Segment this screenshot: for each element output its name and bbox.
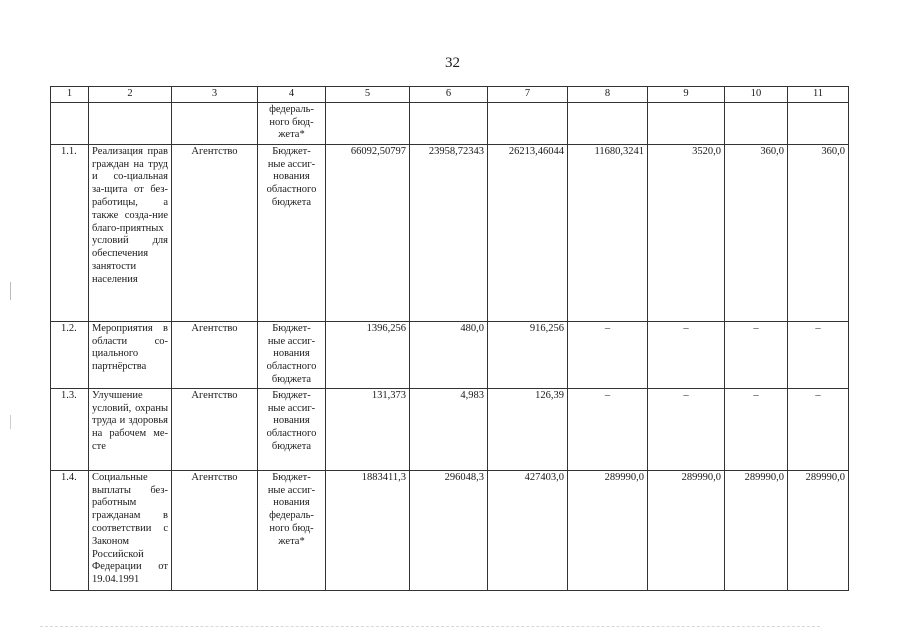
table-row: [51, 321, 849, 388]
value-cell: 131,373: [326, 388, 410, 470]
column-header: 1: [51, 87, 89, 103]
value-cell: –: [725, 321, 788, 388]
row-number-cell: 1.3.: [51, 388, 89, 470]
value-cell: –: [725, 388, 788, 470]
value-cell: [788, 102, 849, 144]
funding-source-cell: Бюджет- ные ассиг- нования федераль- ного бюд- жета*: [258, 470, 326, 590]
column-header: 5: [326, 87, 410, 103]
row-number-cell: [51, 102, 89, 144]
agency-cell: [172, 102, 258, 144]
value-cell: 1396,256: [326, 321, 410, 388]
value-cell: –: [568, 321, 648, 388]
column-header: 6: [410, 87, 488, 103]
value-cell: 1883411,3: [326, 470, 410, 590]
measure-name-cell: Мероприятия в области со-циального партнёрства: [89, 321, 172, 388]
column-header: 4: [258, 87, 326, 103]
value-cell: 66092,50797: [326, 144, 410, 321]
value-cell: [725, 102, 788, 144]
column-header: 10: [725, 87, 788, 103]
funding-source-cell: федераль- ного бюд- жета*: [258, 102, 326, 144]
column-header: 9: [648, 87, 725, 103]
row-number-cell: 1.4.: [51, 470, 89, 590]
agency-cell: Агентство: [172, 388, 258, 470]
column-header: 2: [89, 87, 172, 103]
measure-name-cell: [89, 102, 172, 144]
value-cell: 360,0: [788, 144, 849, 321]
value-cell: [410, 102, 488, 144]
table-row: [51, 388, 849, 470]
column-header: 11: [788, 87, 849, 103]
measure-name-cell: Улучшение условий, охраны труда и здоровья на рабочем ме-сте: [89, 388, 172, 470]
page-number: 32: [445, 55, 460, 71]
value-cell: 3520,0: [648, 144, 725, 321]
value-cell: 427403,0: [488, 470, 568, 590]
table-row: [51, 144, 849, 321]
value-cell: 4,983: [410, 388, 488, 470]
value-cell: 26213,46044: [488, 144, 568, 321]
value-cell: 23958,72343: [410, 144, 488, 321]
table-row: [51, 102, 849, 144]
agency-cell: Агентство: [172, 321, 258, 388]
funding-source-cell: Бюджет- ные ассиг- нования областного бюджета: [258, 321, 326, 388]
value-cell: 916,256: [488, 321, 568, 388]
value-cell: –: [568, 388, 648, 470]
scan-artifact: [40, 626, 820, 628]
scan-artifact: [10, 415, 11, 429]
value-cell: 480,0: [410, 321, 488, 388]
value-cell: [648, 102, 725, 144]
value-cell: 289990,0: [725, 470, 788, 590]
value-cell: 11680,3241: [568, 144, 648, 321]
value-cell: –: [788, 321, 849, 388]
row-number-cell: 1.1.: [51, 144, 89, 321]
agency-cell: Агентство: [172, 470, 258, 590]
measure-name-cell: Реализация прав граждан на труд и со-циальная за-щита от без-работицы, а также созда-ние благо-приятных условий для обеспечения занятости населения: [89, 144, 172, 321]
value-cell: 289990,0: [648, 470, 725, 590]
budget-table: [50, 86, 849, 591]
value-cell: –: [648, 388, 725, 470]
value-cell: [326, 102, 410, 144]
value-cell: 296048,3: [410, 470, 488, 590]
value-cell: 289990,0: [788, 470, 849, 590]
table-header-row: [51, 87, 849, 103]
column-header: 3: [172, 87, 258, 103]
value-cell: [488, 102, 568, 144]
value-cell: –: [648, 321, 725, 388]
measure-name-cell: Социальные выплаты без-работным гражданам в соответствии с Законом Российской Федерации от 19.04.1991: [89, 470, 172, 590]
funding-source-cell: Бюджет- ные ассиг- нования областного бюджета: [258, 388, 326, 470]
value-cell: 360,0: [725, 144, 788, 321]
table-row: [51, 470, 849, 590]
funding-source-cell: Бюджет- ные ассиг- нования областного бюджета: [258, 144, 326, 321]
column-header: 8: [568, 87, 648, 103]
value-cell: [568, 102, 648, 144]
scan-artifact: [10, 282, 11, 300]
value-cell: 289990,0: [568, 470, 648, 590]
value-cell: –: [788, 388, 849, 470]
column-header: 7: [488, 87, 568, 103]
row-number-cell: 1.2.: [51, 321, 89, 388]
agency-cell: Агентство: [172, 144, 258, 321]
value-cell: 126,39: [488, 388, 568, 470]
